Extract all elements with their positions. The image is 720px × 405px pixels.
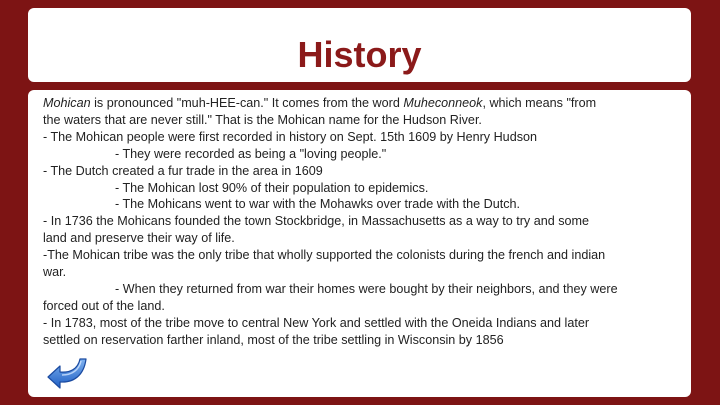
curved-arrow-back-icon — [46, 353, 88, 389]
text-line: settled on reservation farther inland, most of the tribe settling in Wisconsin by 1856 — [43, 332, 504, 347]
text-line: the waters that are never still." That is the Mohican name for the Hudson River. — [43, 112, 482, 127]
text-line-indented: - When they returned from war their homes were bought by their neighbors, and they were — [115, 281, 618, 296]
slide-title: History — [297, 34, 422, 75]
text-line-indented: - They were recorded as being a "loving people." — [115, 146, 387, 161]
text-line: forced out of the land. — [43, 298, 165, 313]
title-panel — [28, 8, 691, 82]
text-line: - In 1783, most of the tribe move to central New York and settled with the Oneida Indians and later — [43, 315, 590, 330]
text-line: - In 1736 the Mohicans founded the town Stockbridge, in Massachusetts as a way to try and some — [43, 214, 590, 229]
content-panel — [28, 90, 691, 397]
back-button[interactable] — [46, 353, 88, 389]
text-line-indented: - The Mohican lost 90% of their population to epidemics. — [115, 180, 429, 195]
text-line-indented: - The Mohicans went to war with the Mohawks over trade with the Dutch. — [115, 197, 521, 212]
text-line: -The Mohican tribe was the only tribe that wholly supported the colonists during the french and indian — [43, 248, 606, 263]
mohican-word: Mohican — [43, 96, 91, 110]
text-line-intro — [43, 95, 683, 112]
text-line: war. — [43, 265, 67, 280]
text-line: - The Dutch created a fur trade in the area in 1609 — [43, 163, 323, 178]
body-text — [43, 95, 683, 349]
muheconneok-word: Muheconneok — [403, 96, 483, 110]
text-line: - The Mohican people were first recorded in history on Sept. 15th 1609 by Henry Hudson — [43, 129, 537, 144]
intro-text-b: , which means "from — [482, 96, 597, 110]
intro-text-a: is pronounced "muh-HEE-can." It comes from the word — [90, 96, 404, 110]
text-line: land and preserve their way of life. — [43, 231, 235, 246]
